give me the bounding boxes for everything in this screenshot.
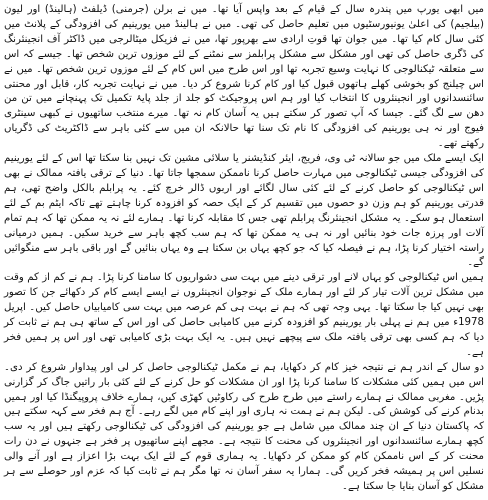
paragraph-2: ایک ایسے ملک میں جو سالانہ ٹی وی، فریج، ایئر کنڈیشنر یا سلائی مشین تک نہیں بنا سکتا تھا اس کے لئے یورینیم کی افزودگی جیسی ٹیکنالوجی میں مہارت حاصل کرنا ناممکن سمجھا جاتا تھا۔ دنیا کے ترقی یافتہ ممالک نے بھی اس ٹیکنالوجی کو حاصل کرنے کے لئے کئی سال لگائے اور اربوں ڈالر خرچ کئے۔ یہ پرابلم بالکل واضح تھی، ہم قدرتی یورینیم کو ہم وزن دو حصوں میں تقسیم کر کے ایک حصہ کو افزودہ کرنا چاہتے تھے تاکہ ایٹم بم کے لئے استعمال ہو سکے۔ یہ مشکل انجینئرنگ پرابلم تھی جس کا مقابلہ کرنا تھا۔ ہمارے لئے نہ یہ ممکن تھا کہ ہم تمام آلات اور پرزہ جات خود بنائیں اور نہ ہی یہ ممکن تھا کہ ہم سب کچھ باہر سے خرید سکیں۔ ہمیں درمیانی راستہ اختیار کرنا پڑا، ہم نے فیصلہ کیا کہ جو کچھ یہاں بن سکتا ہے وہ یہاں بنائیں گے اور باقی باہر سے منگوائیں گے۔ [4,153,484,269]
paragraph-3: ہمیں اس ٹیکنالوجی کو یہاں لانے اور ترقی دینے میں بہت سی دشواریوں کا سامنا کرنا پڑا۔ ہم نے کم از کم وقت میں مشکل ترین آلات تیار کر لئے اور ہمارے ملک کے نوجوان انجینئروں نے ایسے ایسے کام کر دکھائے جن کا تصور بھی نہیں کیا جا سکتا تھا۔ یہی وجہ تھی کہ ہم نے بہت ہی کم عرصہ میں بہت سی کامیابیاں حاصل کیں۔ اپریل 1978ء میں ہم نے پہلی بار یورینیم کو افزودہ کرنے میں کامیابی حاصل کی اور اس کے ساتھ ہی ہم نے ثابت کر دیا کہ ہم کسی بھی ترقی یافتہ ملک سے پیچھے نہیں ہیں۔ یہ ایک بہت بڑی کامیابی تھی اور اس پر ہمیں فخر ہے۔ [4,272,484,358]
paragraph-1: میں ابھی یورپ میں پندرہ سال کے قیام کے بعد واپس آیا تھا۔ میں نے برلن (جرمنی) ڈیلفٹ (ہالینڈ) اور لیون (بیلجیم) کی اعلیٰ یونیورسٹیوں میں تعلیم حاصل کی تھی۔ میں نے ہالینڈ میں یورینیم کی افزودگی کے پلانٹ میں کئی سال کام کیا تھا۔ میں جوان تھا قوتِ ارادی سے بھرپور تھا، میں نے فزیکل میٹالرجی میں ڈاکٹر آف انجینئرنگ کی ڈگری حاصل کی تھی اور مشکل سے مشکل پرابلمز سے نمٹنے کے لئے موزوں ترین شخص تھا۔ جیسے کہ اس سے متعلقہ ٹیکنالوجی کا نہایت وسیع تجربہ تھا اور اس طرح میں اس کام کے لئے موزوں ترین شخص تھا۔ میں نے اس چیلنج کو بخوشی کھلے ہاتھوں قبول کیا اور کام کرنا شروع کر دیا۔ میں نے نہایت تجربہ کار، قابل اور محنتی سائنسدانوں اور انجینئروں کا انتخاب کیا اور ہم اس پروجیکٹ کو جلد از جلد پایۂ تکمیل تک پہنچانے میں تن من دھن سے لگ گئے۔ جیسا کہ آپ تصور کر سکتے ہیں یہ آسان کام نہ تھا۔ میرے منتخب ساتھیوں نے کبھی سینٹری فیوج اور نہ ہی یورینیم کی افزودگی کا نام تک سنا تھا حالانکہ ان میں سے کئی باہر سے ڈاکٹریٹ کی ڈگریاں رکھتے تھے۔ [4,4,484,150]
paragraph-4: دو سال کے اندر ہم نے نتیجہ خیز کام کر دکھایا، ہم نے مکمل ٹیکنالوجی حاصل کر لی اور پیداوار شروع کر دی۔ اس میں ہمیں کئی مشکلات کا سامنا کرنا پڑا اور ان مشکلات کو حل کرنے کے لئے کئی بار راتیں جاگ کر گزارنی پڑیں۔ مغربی ممالک نے ہمارے راستے میں طرح طرح کی رکاوٹیں کھڑی کیں، ہمارے خلاف پروپیگنڈا کیا اور ہمیں بدنام کرنے کی کوشش کی۔ لیکن ہم نے ہمت نہ ہاری اور اپنے کام میں لگے رہے۔ آج ہم فخر سے کہہ سکتے ہیں کہ پاکستان دنیا کے ان چند ممالک میں شامل ہے جو یورینیم کی افزودگی کی ٹیکنالوجی رکھتے ہیں اور یہ سب کچھ ہمارے سائنسدانوں اور انجینئروں کی محنت کا نتیجہ ہے۔ مجھے اپنے ساتھیوں پر فخر ہے جنہوں نے دن رات محنت کر کے اس ناممکن کام کو ممکن کر دکھایا۔ یہ ہماری قوم کے لئے ایک بہت بڑا اعزاز ہے اور آنے والی نسلیں اس پر ہمیشہ فخر کریں گی۔ ہمارا یہ سفر آسان نہ تھا مگر ہم نے ثابت کیا کہ عزم اور حوصلے سے ہر مشکل کو آسان بنایا جا سکتا ہے۔ [4,361,484,492]
